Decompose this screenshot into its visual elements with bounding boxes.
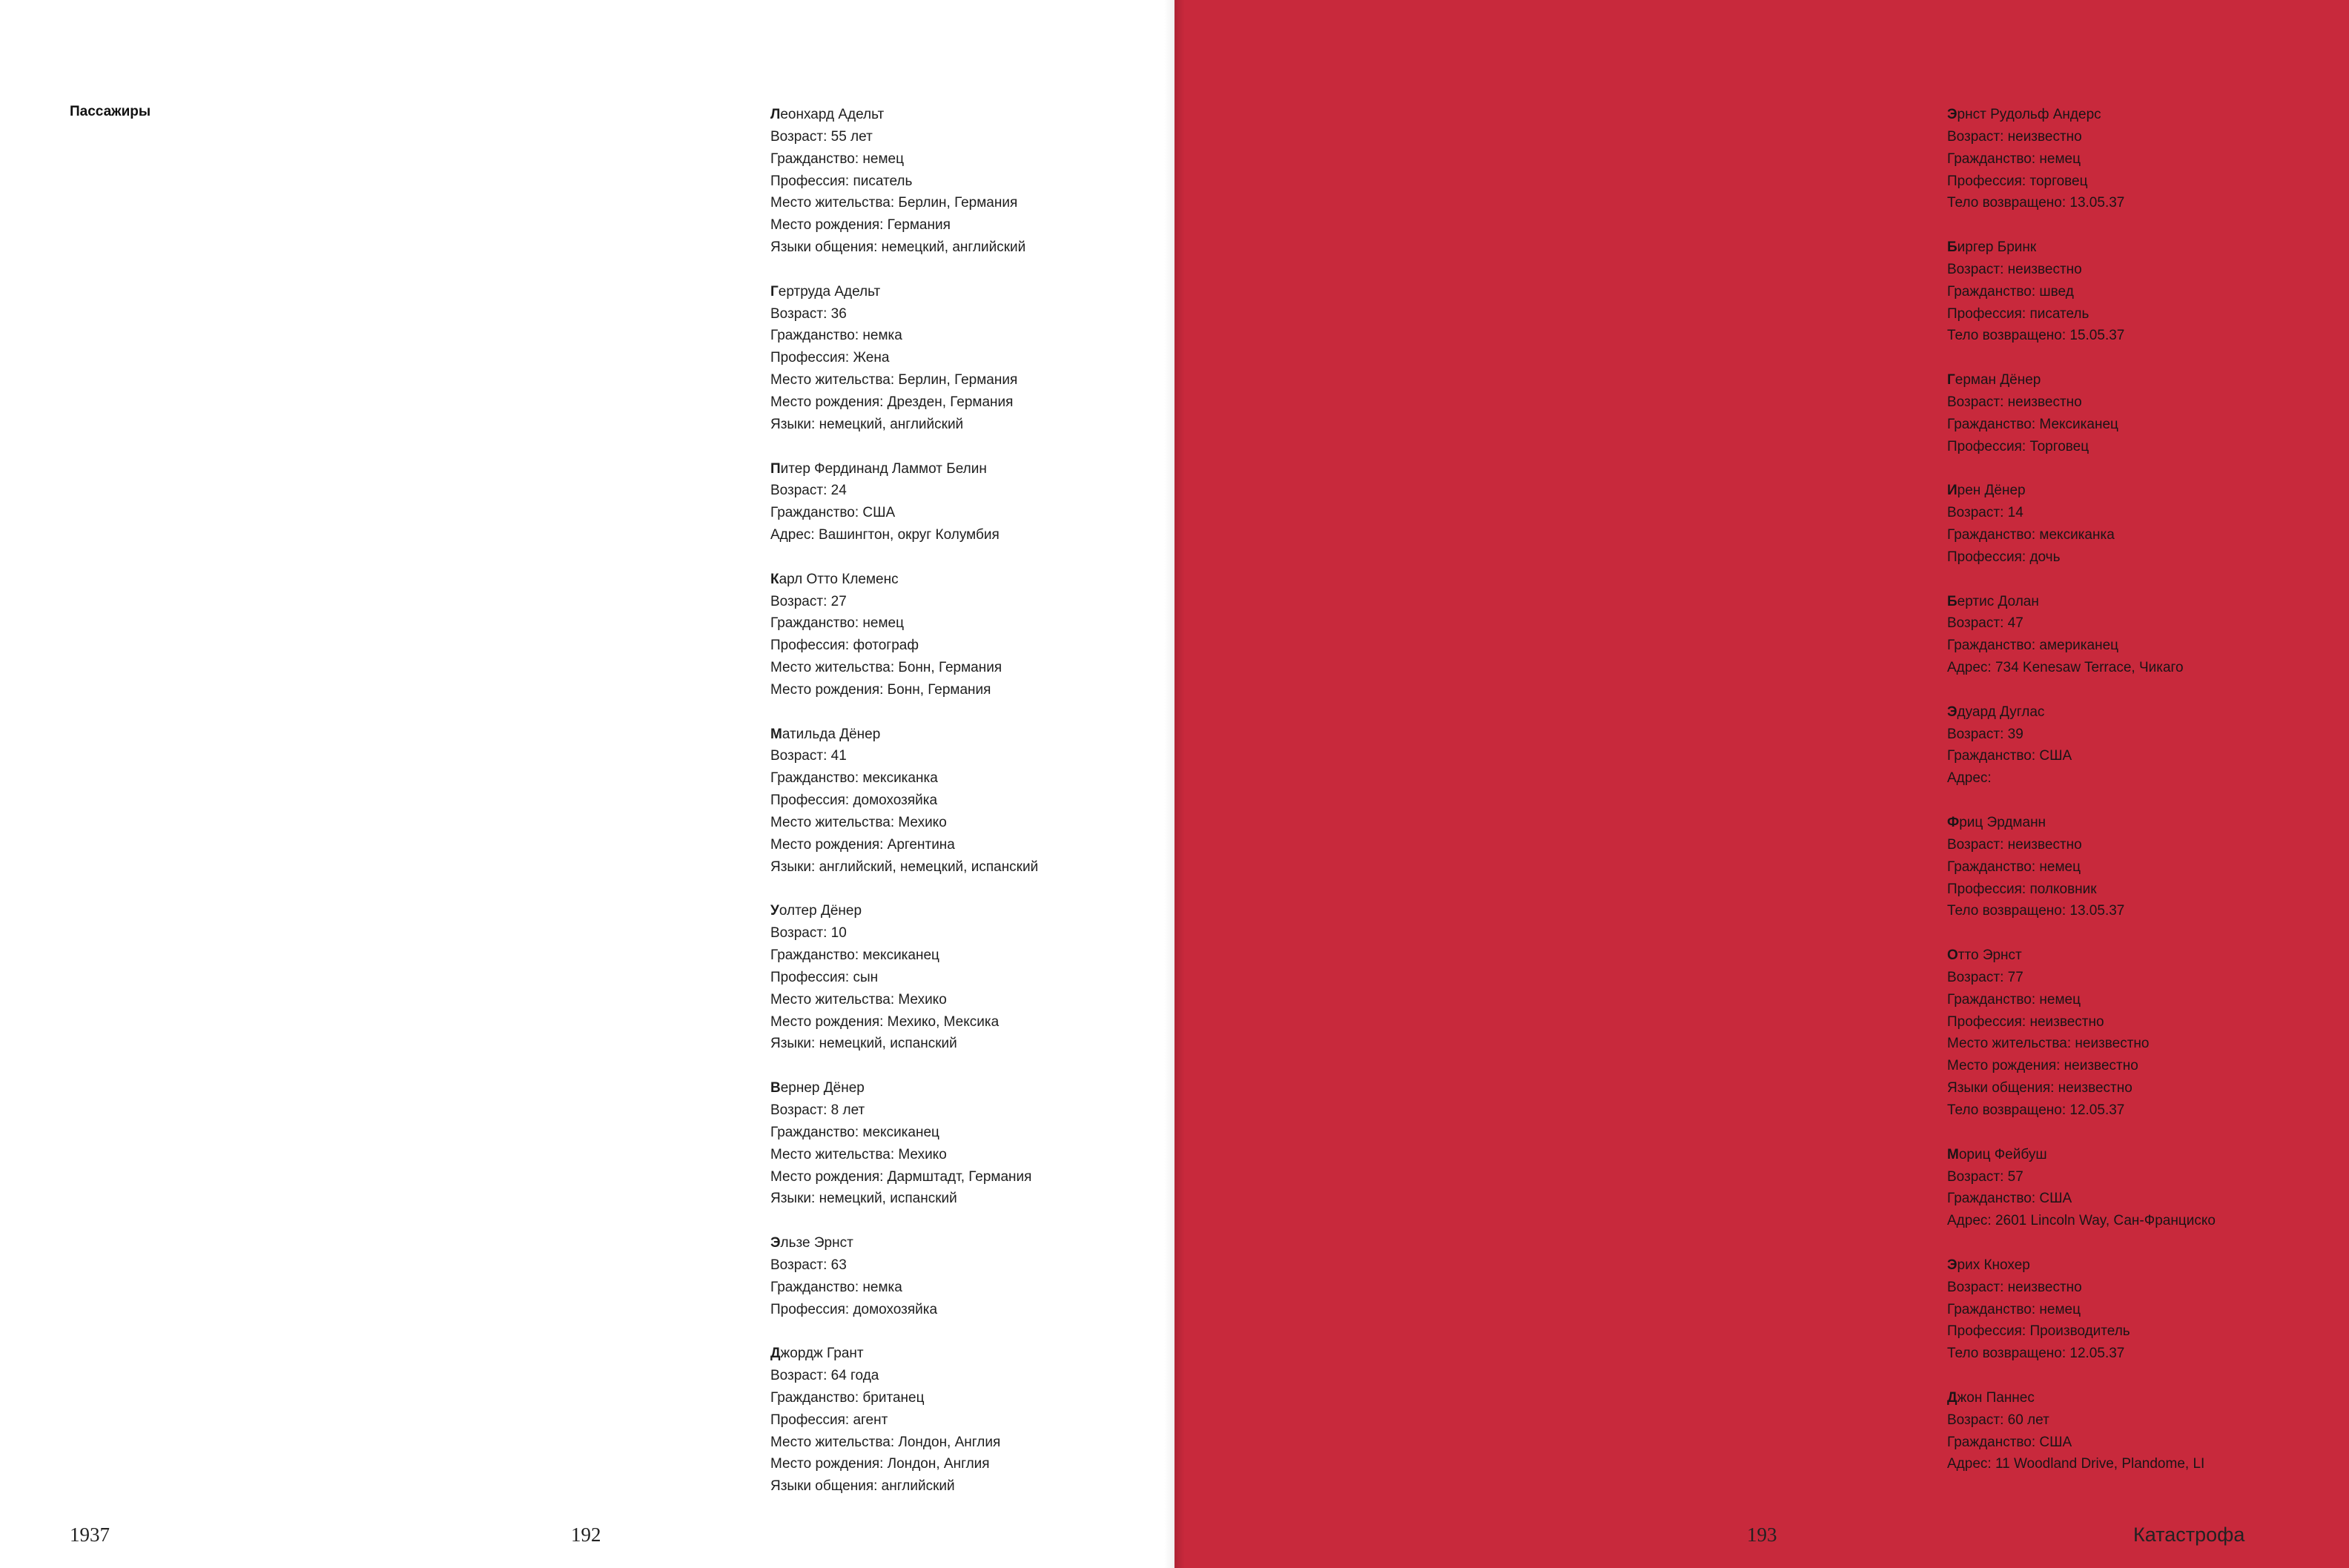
passenger-detail: Гражданство: США [1947, 748, 2072, 764]
chapter-title: Катастрофа [2133, 1524, 2245, 1546]
passenger-name: Биргер Бринк [1947, 239, 2037, 256]
passenger-detail: Адрес: Вашингтон, округ Колумбия [770, 527, 1000, 543]
passenger-detail: Гражданство: британец [770, 1389, 925, 1406]
passenger-detail: Возраст: 39 [1947, 726, 2023, 742]
passenger-detail: Языки: немецкий, испанский [770, 1191, 957, 1207]
passenger-detail: Место жительства: Лондон, Англия [770, 1434, 1001, 1450]
passenger-detail: Место жительства: Берлин, Германия [770, 372, 1018, 388]
passenger-detail: Гражданство: США [1947, 1434, 2072, 1450]
passenger-entry [1947, 104, 2333, 214]
passenger-name: Джон Паннес [1947, 1389, 2035, 1406]
passenger-detail: Гражданство: немец [1947, 150, 2081, 167]
passenger-entry [770, 569, 1156, 701]
passenger-detail: Возраст: 41 [770, 748, 847, 764]
passenger-detail: Место рождения: Мехико, Мексика [770, 1013, 1000, 1030]
passenger-name: Герман Дёнер [1947, 372, 2041, 388]
passenger-detail: Гражданство: немка [770, 328, 902, 344]
passenger-detail: Гражданство: мексиканец [770, 947, 939, 964]
passenger-name: Карл Отто Клеменс [770, 571, 899, 587]
passenger-name: Уолтер Дёнер [770, 903, 862, 919]
passenger-detail: Гражданство: мексиканец [770, 1124, 939, 1140]
passenger-detail: Место рождения: Бонн, Германия [770, 681, 991, 698]
passenger-entry [1947, 701, 2333, 790]
passenger-name: Эрих Кнохер [1947, 1257, 2030, 1273]
passenger-name: Питер Фердинанд Ламмот Белин [770, 460, 987, 477]
passenger-detail: Возраст: неизвестно [1947, 128, 2082, 145]
passenger-entry [1947, 1254, 2333, 1365]
passenger-detail: Место рождения: неизвестно [1947, 1058, 2138, 1074]
passenger-detail: Место рождения: Дармштадт, Германия [770, 1168, 1032, 1185]
passenger-detail: Профессия: фотограф [770, 638, 919, 654]
passenger-detail: Адрес: 11 Woodland Drive, Plandome, LI [1947, 1456, 2205, 1472]
passenger-detail: Возраст: 77 [1947, 969, 2023, 985]
passenger-name: Леонхард Адельт [770, 107, 885, 122]
passenger-detail: Гражданство: мексиканка [770, 770, 938, 787]
passenger-detail: Профессия: писатель [770, 173, 913, 189]
passenger-detail: Место рождения: Аргентина [770, 836, 955, 853]
passenger-detail: Адрес: [1947, 770, 1992, 787]
passenger-detail: Возраст: неизвестно [1947, 394, 2082, 410]
passenger-name: Гертруда Адельт [770, 283, 881, 300]
passenger-detail: Адрес: 734 Kenesaw Terrace, Чикаго [1947, 660, 2184, 676]
passenger-entry [770, 724, 1156, 879]
passenger-detail: Гражданство: немец [1947, 1301, 2081, 1317]
passenger-detail: Возраст: неизвестно [1947, 836, 2082, 853]
passenger-detail: Место рождения: Германия [770, 217, 951, 234]
passenger-name: Мориц Фейбуш [1947, 1146, 2047, 1162]
passenger-detail: Тело возвращено: 13.05.37 [1947, 903, 2125, 919]
section-title: Пассажиры [70, 104, 151, 119]
passenger-entry [1947, 591, 2333, 679]
passenger-detail: Тело возвращено: 15.05.37 [1947, 328, 2125, 344]
passenger-detail: Место жительства: неизвестно [1947, 1036, 2150, 1052]
passenger-detail: Профессия: домохозяйка [770, 1301, 938, 1317]
passenger-name: Эрнст Рудольф Андерс [1947, 107, 2101, 122]
passenger-entry [770, 900, 1156, 1055]
passenger-detail: Возраст: неизвестно [1947, 1279, 2082, 1295]
passenger-detail: Профессия: писатель [1947, 305, 2089, 322]
passenger-detail: Место рождения: Лондон, Англия [770, 1456, 990, 1472]
passenger-detail: Языки: немецкий, испанский [770, 1036, 957, 1052]
passenger-detail: Гражданство: США [770, 505, 896, 521]
passenger-detail: Возраст: 57 [1947, 1168, 2023, 1185]
passenger-detail: Языки: английский, немецкий, испанский [770, 859, 1039, 875]
passenger-name: Матильда Дёнер [770, 726, 881, 742]
passenger-detail: Профессия: Производитель [1947, 1323, 2130, 1340]
passenger-detail: Возраст: 14 [1947, 505, 2023, 521]
passenger-detail: Профессия: торговец [1947, 173, 2088, 189]
passenger-detail: Профессия: Торговец [1947, 438, 2089, 454]
passenger-detail: Возраст: 10 [770, 925, 847, 942]
passenger-detail: Гражданство: немец [1947, 859, 2081, 875]
passenger-name: Вернер Дёнер [770, 1080, 865, 1096]
passenger-name: Ирен Дёнер [1947, 483, 2026, 499]
passenger-detail: Тело возвращено: 12.05.37 [1947, 1102, 2125, 1118]
footer-year: 1937 [70, 1524, 110, 1546]
passenger-detail: Место рождения: Дрезден, Германия [770, 394, 1014, 410]
passenger-entry [770, 458, 1156, 546]
passenger-list-left [770, 104, 1156, 1520]
passenger-entry [1947, 812, 2333, 922]
book-gutter [1164, 0, 1185, 1568]
passenger-detail: Профессия: Жена [770, 350, 890, 366]
passenger-detail: Возраст: 36 [770, 305, 847, 322]
passenger-detail: Место жительства: Мехико [770, 815, 947, 830]
passenger-detail: Возраст: 8 лет [770, 1102, 865, 1118]
passenger-detail: Гражданство: немец [770, 615, 904, 632]
passenger-detail: Языки: немецкий, английский [770, 416, 964, 432]
passenger-detail: Гражданство: немец [770, 150, 904, 167]
passenger-detail: Профессия: полковник [1947, 881, 2097, 897]
passenger-detail: Гражданство: США [1947, 1191, 2072, 1207]
passenger-detail: Место жительства: Бонн, Германия [770, 660, 1002, 676]
passenger-detail: Возраст: неизвестно [1947, 261, 2082, 277]
passenger-detail: Возраст: 24 [770, 483, 847, 499]
passenger-detail: Профессия: дочь [1947, 549, 2061, 565]
passenger-detail: Языки общения: английский [770, 1478, 955, 1495]
passenger-entry [770, 1077, 1156, 1210]
passenger-detail: Гражданство: мексиканка [1947, 527, 2115, 543]
passenger-detail: Профессия: сын [770, 969, 879, 985]
passenger-entry [1947, 236, 2333, 347]
passenger-entry [770, 281, 1156, 436]
passenger-list-right [1947, 104, 2333, 1498]
passenger-detail: Гражданство: американец [1947, 638, 2119, 654]
passenger-detail: Возраст: 27 [770, 593, 847, 609]
passenger-entry [1947, 480, 2333, 568]
passenger-detail: Возраст: 60 лет [1947, 1412, 2049, 1428]
passenger-entry [1947, 1144, 2333, 1232]
passenger-detail: Профессия: неизвестно [1947, 1013, 2104, 1030]
passenger-detail: Место жительства: Берлин, Германия [770, 195, 1018, 211]
passenger-name: Джордж Грант [770, 1346, 864, 1362]
passenger-entry [1947, 369, 2333, 457]
passenger-detail: Гражданство: швед [1947, 283, 2074, 300]
passenger-detail: Возраст: 63 [770, 1257, 847, 1273]
passenger-detail: Адрес: 2601 Lincoln Way, Сан-Франциско [1947, 1213, 2216, 1229]
passenger-detail: Профессия: домохозяйка [770, 793, 938, 809]
passenger-detail: Гражданство: немка [770, 1279, 902, 1295]
passenger-entry [1947, 1387, 2333, 1475]
passenger-detail: Возраст: 47 [1947, 615, 2023, 632]
passenger-name: Бертис Долан [1947, 593, 2039, 609]
passenger-detail: Гражданство: немец [1947, 991, 2081, 1008]
passenger-name: Отто Эрнст [1947, 947, 2022, 964]
passenger-detail: Место жительства: Мехико [770, 1146, 947, 1162]
passenger-detail: Тело возвращено: 13.05.37 [1947, 195, 2125, 211]
passenger-name: Эльзе Эрнст [770, 1235, 853, 1251]
passenger-detail: Возраст: 55 лет [770, 128, 873, 145]
page-number-right: 193 [1747, 1524, 1777, 1546]
passenger-detail: Языки общения: немецкий, английский [770, 239, 1026, 256]
passenger-name: Фриц Эрдманн [1947, 815, 2046, 830]
passenger-detail: Профессия: агент [770, 1412, 888, 1428]
page-number-left: 192 [571, 1524, 601, 1546]
passenger-name: Эдуард Дуглас [1947, 704, 2045, 720]
passenger-detail: Языки общения: неизвестно [1947, 1080, 2132, 1096]
passenger-entry [770, 104, 1156, 259]
passenger-entry [1947, 945, 2333, 1122]
passenger-detail: Место жительства: Мехико [770, 991, 947, 1008]
passenger-detail: Возраст: 64 года [770, 1368, 879, 1384]
passenger-detail: Гражданство: Мексиканец [1947, 416, 2118, 432]
passenger-detail: Тело возвращено: 12.05.37 [1947, 1346, 2125, 1362]
passenger-entry [770, 1232, 1156, 1320]
passenger-entry [770, 1343, 1156, 1498]
